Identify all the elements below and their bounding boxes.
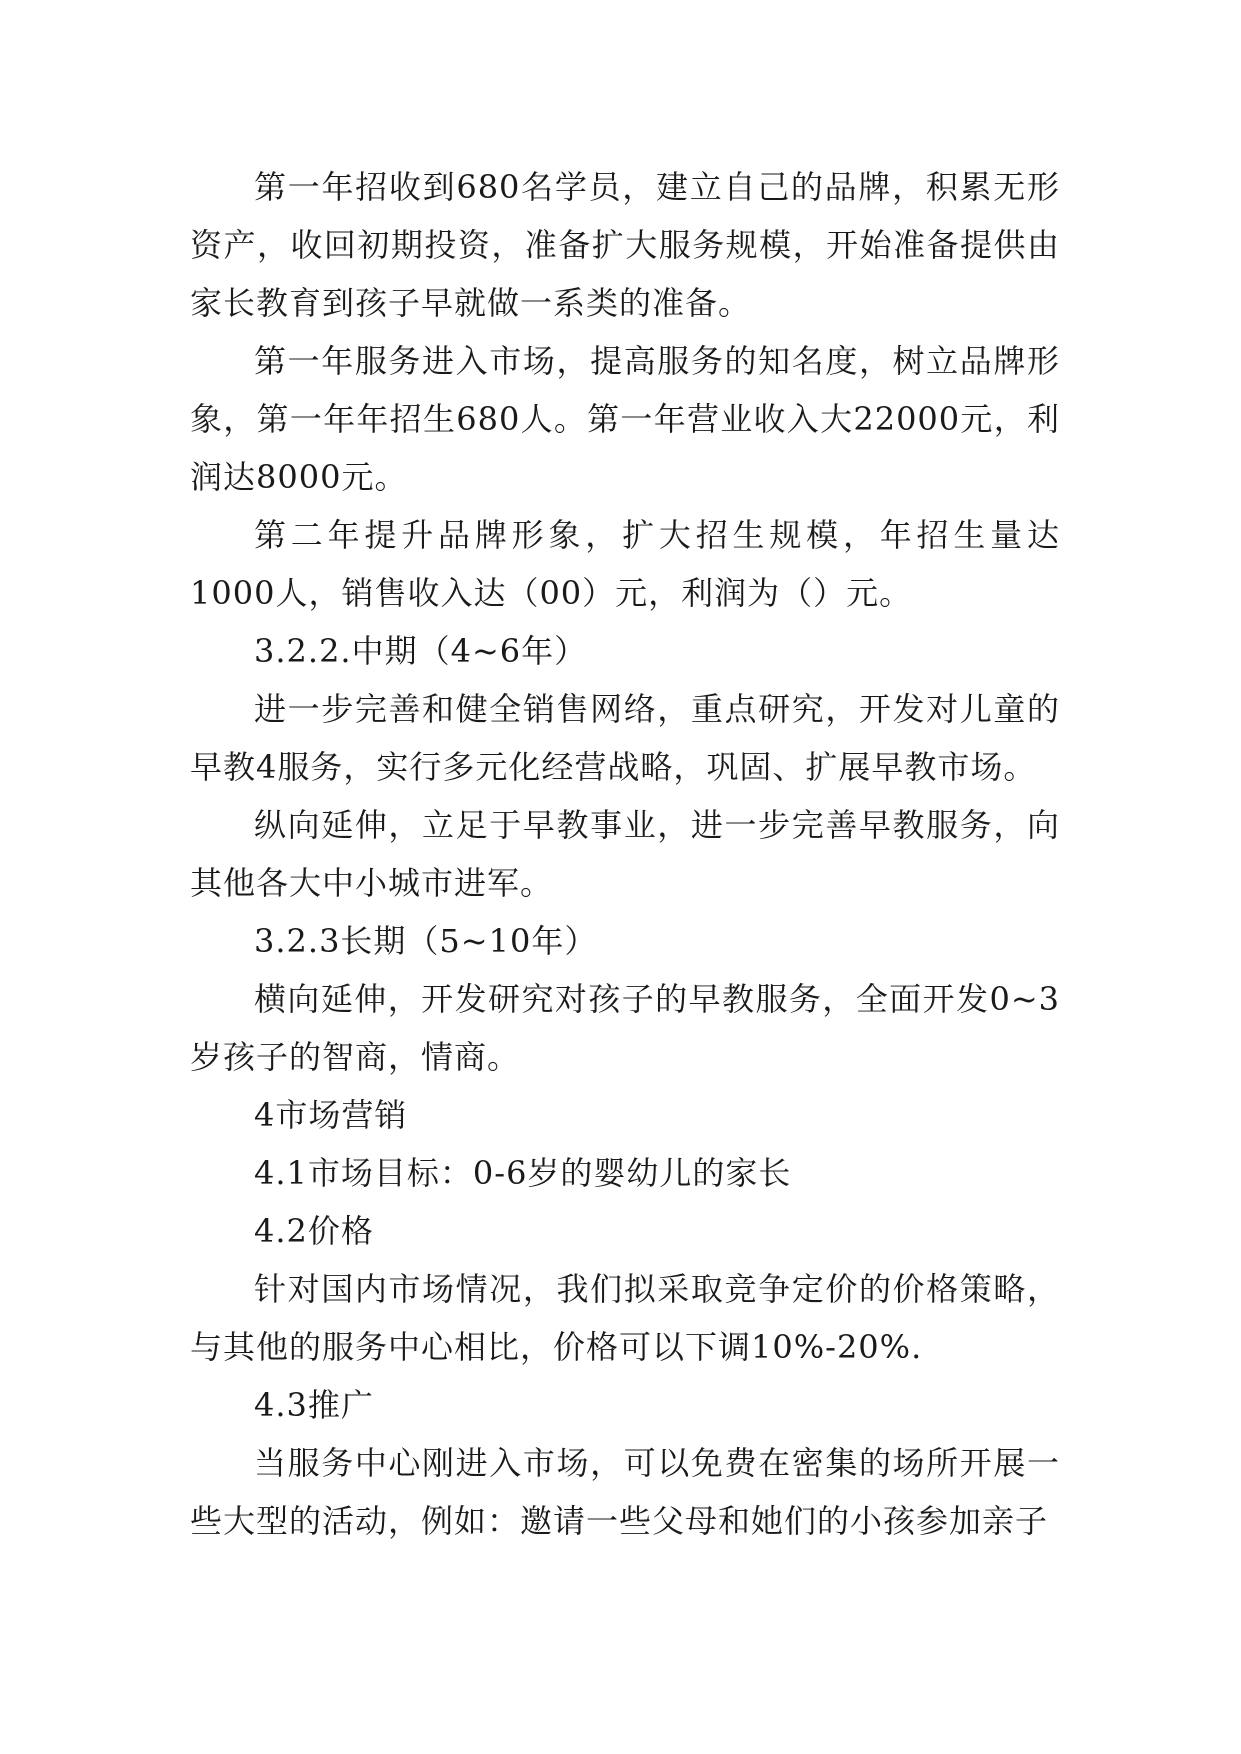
document-body xyxy=(190,158,1060,1550)
paragraph-promotion-activities: 当服务中心刚进入市场，可以免费在密集的场所开展一些大型的活动，例如：邀请一些父母和她们的小孩参加亲子 xyxy=(190,1444,1060,1540)
paragraph-first-year-enrollment: 第一年招收到680名学员，建立自己的品牌，积累无形资产，收回初期投资，准备扩大服务规模，开始准备提供由家长教育到孩子早就做一系类的准备。 xyxy=(190,168,1060,322)
section-heading-promotion: 4.3推广 xyxy=(254,1386,374,1424)
paragraph-second-year: 第二年提升品牌形象，扩大招生规模，年招生量达1000人，销售收入达（00）元，利润为（）元。 xyxy=(190,516,1060,612)
section-heading-long-term: 3.2.3长期（5~10年） xyxy=(254,922,598,960)
section-heading-market-target: 4.1市场目标：0-6岁的婴幼儿的家长 xyxy=(254,1154,792,1192)
paragraph-first-year-market-entry: 第一年服务进入市场，提高服务的知名度，树立品牌形象，第一年年招生680人。第一年营业收入大22000元，利润达8000元。 xyxy=(190,342,1060,496)
section-heading-marketing: 4市场营销 xyxy=(254,1096,408,1134)
paragraph-sales-network: 进一步完善和健全销售网络，重点研究，开发对儿童的早教4服务，实行多元化经营战略，巩固、扩展早教市场。 xyxy=(190,690,1060,786)
section-heading-mid-term: 3.2.2.中期（4~6年） xyxy=(254,632,588,670)
paragraph-horizontal-extension: 横向延伸，开发研究对孩子的早教服务，全面开发0~3岁孩子的智商，情商。 xyxy=(190,980,1060,1076)
paragraph-pricing-strategy: 针对国内市场情况，我们拟采取竞争定价的价格策略，与其他的服务中心相比，价格可以下调10%-20%. xyxy=(190,1270,1060,1366)
section-heading-price: 4.2价格 xyxy=(254,1212,374,1250)
paragraph-vertical-extension: 纵向延伸，立足于早教事业，进一步完善早教服务，向其他各大中小城市进军。 xyxy=(190,806,1060,902)
